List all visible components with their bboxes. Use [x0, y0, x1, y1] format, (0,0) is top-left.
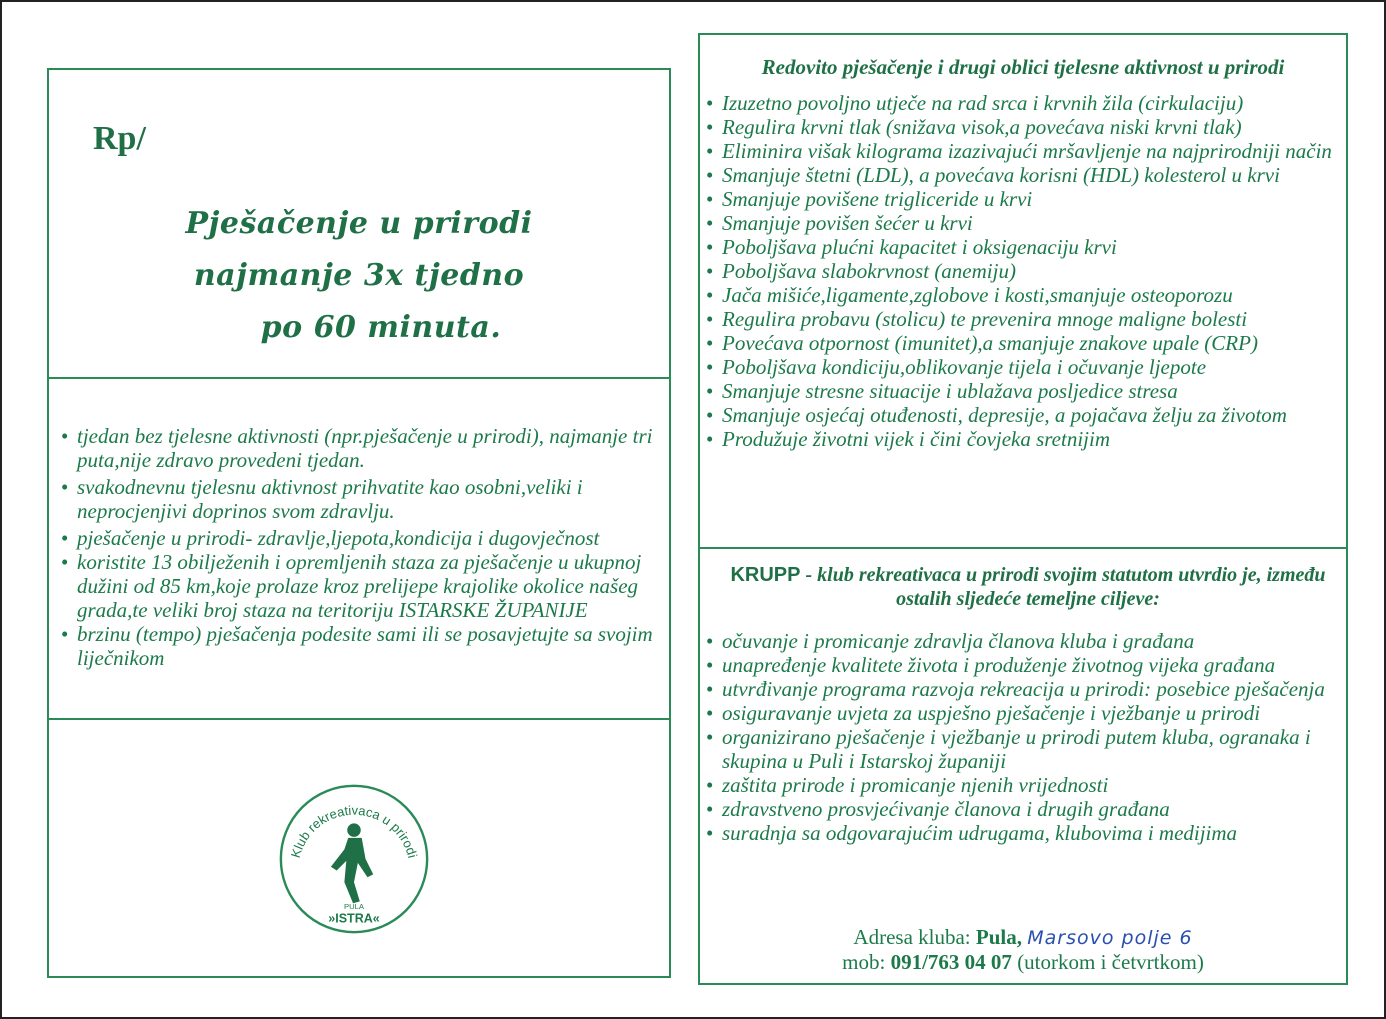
- club-logo: [277, 782, 431, 936]
- right-divider: [700, 547, 1346, 549]
- list-item: • Smanjuje osjećaj otuđenosti, depresije, a pojačava želju za životom: [706, 403, 1356, 427]
- prescription-line-3: po 60 minuta.: [260, 310, 502, 345]
- phone-hours: (utorkom i četvrtkom): [1011, 950, 1204, 974]
- list-item: • koristite 13 obilježenih i opremljenih staza za pješačenje u ukupnoj dužini od 85 km,koje prolaze kroz prelijepe krajolike okolice našeg grada,te veliki broj staza na teritoriju ISTARSKE ŽUPANIJE: [61, 550, 661, 622]
- list-item: • Smanjuje povišene trigliceride u krvi: [706, 187, 1356, 211]
- address-label: Adresa kluba:: [853, 925, 976, 949]
- list-item: • Regulira krvni tlak (snižava visok,a povećava niski krvni tlak): [706, 115, 1356, 139]
- rp-mark: Rp/: [93, 120, 146, 157]
- list-item: • suradnja sa odgovarajućim udrugama, klubovima i medijima: [706, 821, 1356, 845]
- list-item: • Smanjuje povišen šećer u krvi: [706, 211, 1356, 235]
- list-item: • Jača mišiće,ligamente,zglobove i kosti,smanjuje osteoporozu: [706, 283, 1356, 307]
- logo-ring-text: Klub rekreativaca u prirodi: [287, 802, 421, 860]
- list-item: • osiguravanje uvjeta za uspješno pješačenje i vježbanje u prirodi: [706, 701, 1356, 725]
- list-item: • zdravstveno prosvjećivanje članova i drugih građana: [706, 797, 1356, 821]
- mob-label: mob:: [842, 950, 891, 974]
- list-item: • organizirano pješačenje i vježbanje u prirodi putem kluba, ogranaka i skupina u Puli i Istarskoj županiji: [706, 725, 1356, 773]
- handwritten-address: Marsovo polje 6: [1027, 927, 1193, 949]
- logo-city: PULA: [343, 902, 365, 912]
- logo-club-name: »ISTRA«: [328, 911, 380, 926]
- list-item: • Izuzetno povoljno utječe na rad srca i krvnih žila (cirkulaciju): [706, 91, 1356, 115]
- address-city: Pula,: [975, 925, 1022, 949]
- list-item: • očuvanje i promicanje zdravlja članova kluba i građana: [706, 629, 1356, 653]
- list-item: • pješačenje u prirodi- zdravlje,ljepota,kondicija i dugovječnost: [61, 526, 661, 550]
- prescription-line-1: Pješačenje u prirodi: [185, 206, 533, 241]
- list-item: • brzinu (tempo) pješačenja podesite sami ili se posavjetujte sa svojim liječnikom: [61, 622, 661, 670]
- list-item: • unapređenje kvalitete života i produženje životnog vijeka građana: [706, 653, 1356, 677]
- list-item: • Regulira probavu (stolicu) te prevenira mnoge maligne bolesti: [706, 307, 1356, 331]
- list-item: • svakodnevnu tjelesnu aktivnost prihvatite kao osobni,veliki i neprocjenjivi doprinos svom zdravlju.: [61, 475, 661, 523]
- list-item: • Smanjuje štetni (LDL), a povećava korisni (HDL) kolesterol u krvi: [706, 163, 1356, 187]
- list-item: • tjedan bez tjelesne aktivnosti (npr.pješačenje u prirodi), najmanje tri puta,nije zdravo provedeni tjedan.: [61, 424, 661, 472]
- list-item: • Povećava otpornost (imunitet),a smanjuje znakove upale (CRP): [706, 331, 1356, 355]
- runner-icon: [331, 823, 373, 903]
- krupp-intro: - klub rekreativaca u prirodi svojim statutom utvrdio je, između ostalih sljedeće temeljne ciljeve:: [800, 564, 1326, 610]
- left-divider-2: [49, 718, 669, 720]
- club-phone: [700, 950, 1346, 975]
- advice-list: [61, 424, 661, 670]
- krupp-heading: [714, 563, 1342, 611]
- list-item: • Smanjuje stresne situacije i ublažava posljedice stresa: [706, 379, 1356, 403]
- krupp-name: KRUPP: [730, 564, 801, 586]
- right-panel: [698, 33, 1348, 985]
- left-divider-1: [49, 377, 669, 379]
- club-address: [700, 925, 1346, 950]
- list-item: • utvrđivanje programa razvoja rekreacija u prirodi: posebice pješačenja: [706, 677, 1356, 701]
- list-item: • Eliminira višak kilograma izazivajući mršavljenje na najprirodniji način: [706, 139, 1356, 163]
- list-item: • Poboljšava plućni kapacitet i oksigenaciju krvi: [706, 235, 1356, 259]
- krupp-goals-list: [706, 629, 1356, 845]
- list-item: • Poboljšava slabokrvnost (anemiju): [706, 259, 1356, 283]
- bleed-through-text: [79, 90, 659, 106]
- benefits-list: [706, 91, 1356, 451]
- phone-number: 091/763 04 07: [890, 950, 1012, 974]
- left-panel: [47, 68, 671, 978]
- benefits-title: Redovito pješačenje i drugi oblici tjelesne aktivnost u prirodi: [761, 55, 1285, 79]
- list-item: • Produžuje životni vijek i čini čovjeka sretnijim: [706, 427, 1356, 451]
- list-item: • zaštita prirode i promicanje njenih vrijednosti: [706, 773, 1356, 797]
- list-item: • Poboljšava kondiciju,oblikovanje tijela i očuvanje ljepote: [706, 355, 1356, 379]
- prescription-line-2: najmanje 3x tjedno: [193, 258, 525, 293]
